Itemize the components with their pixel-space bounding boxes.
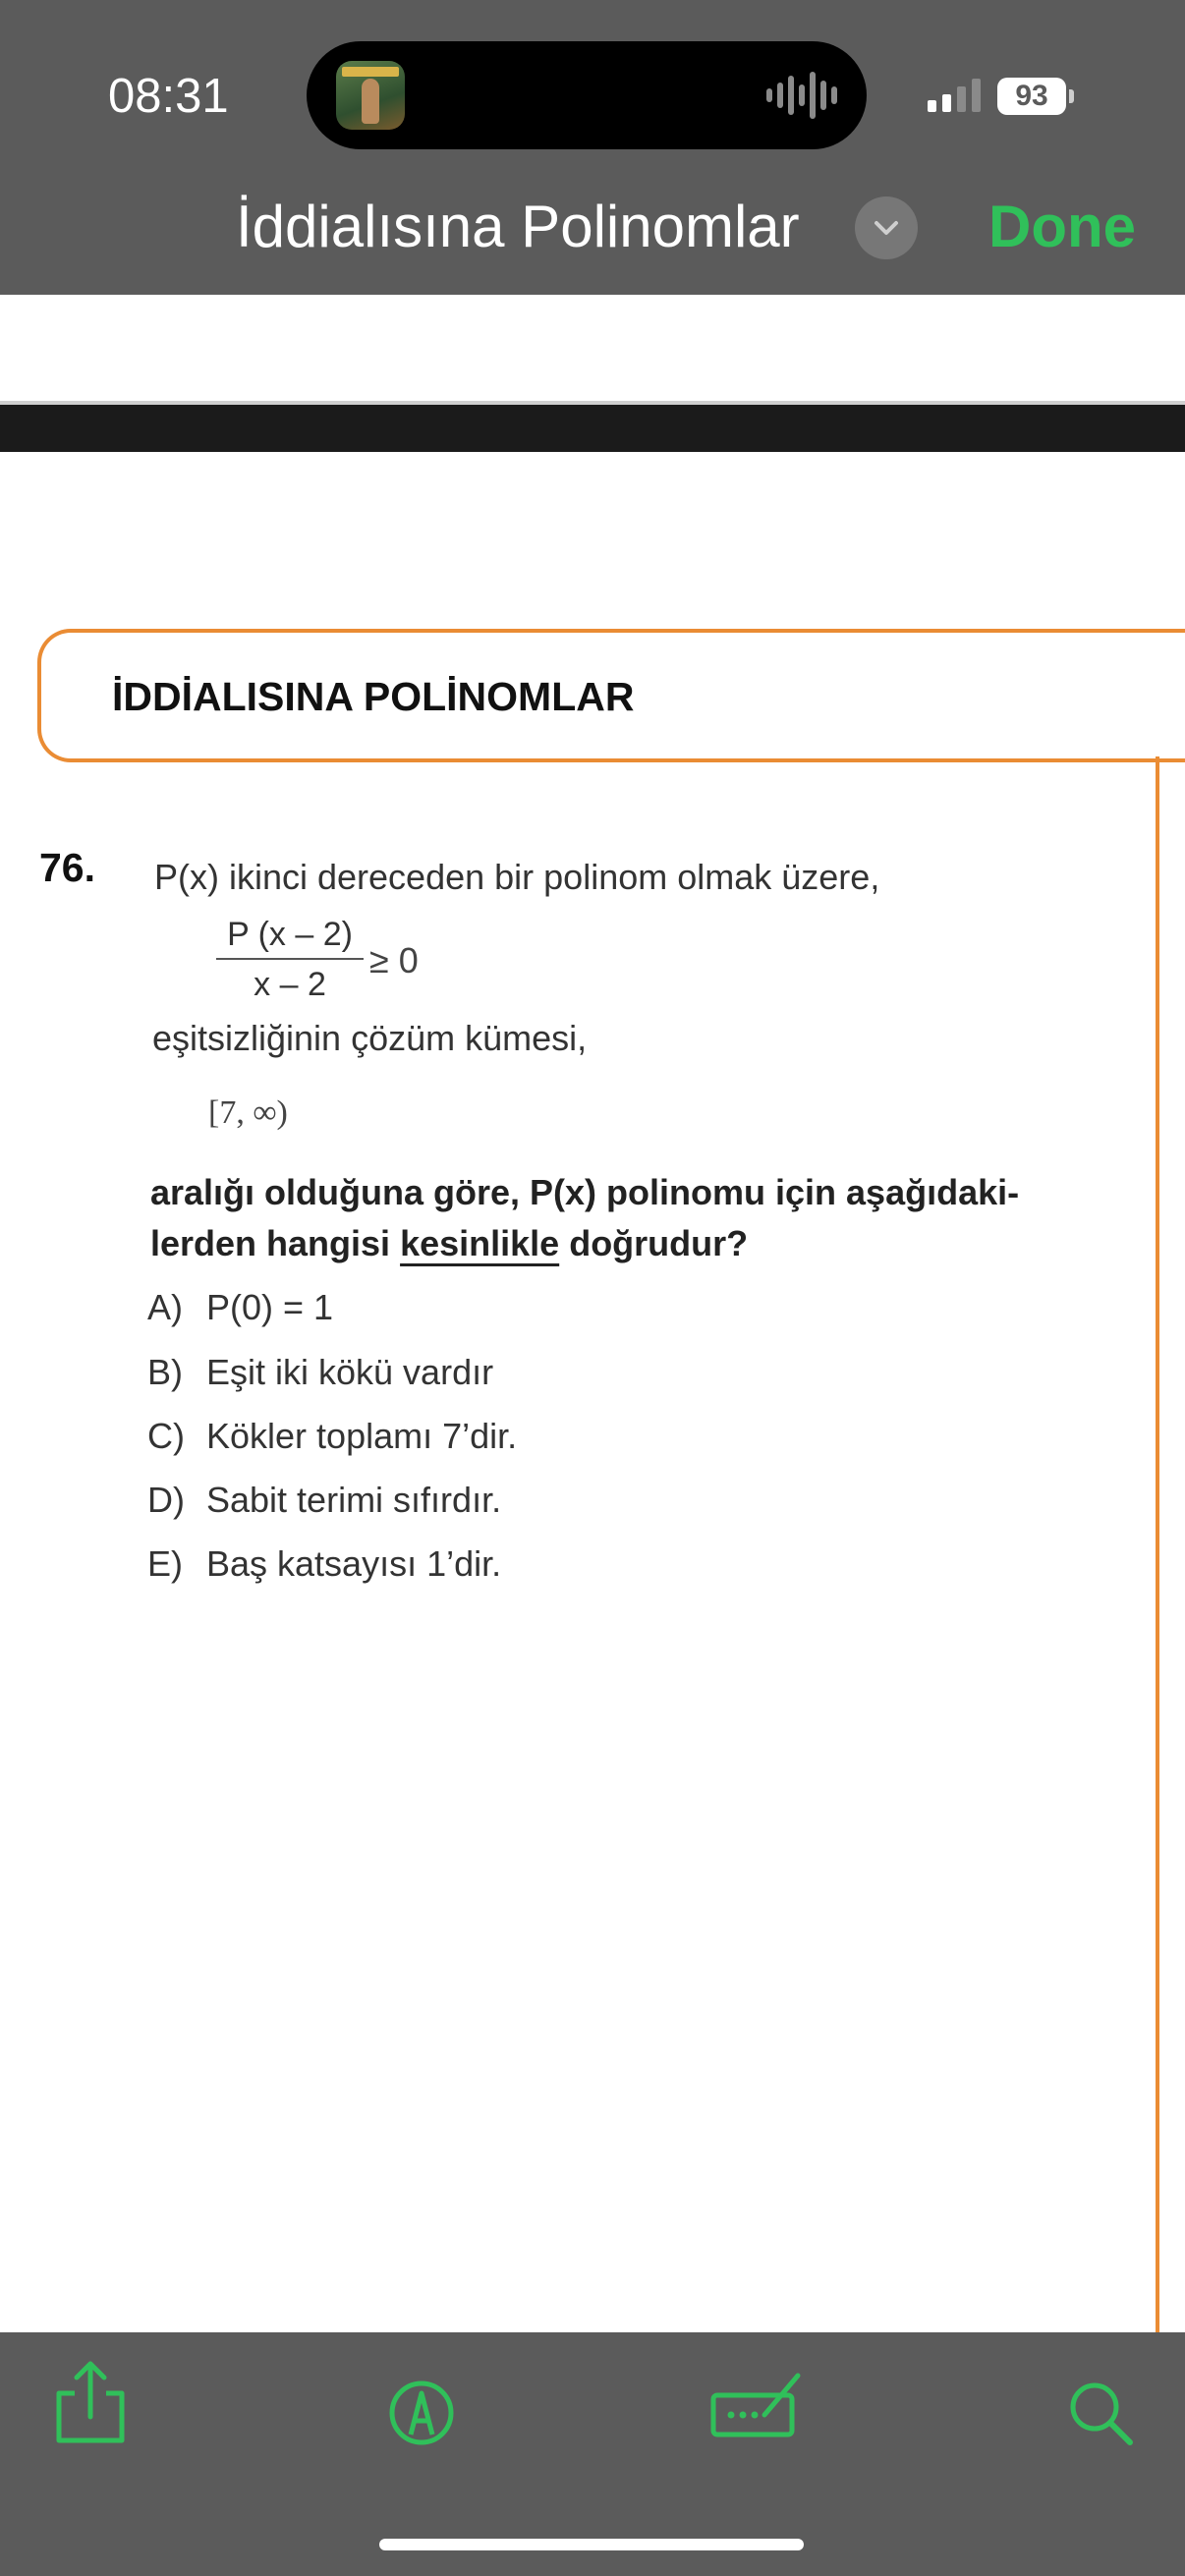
signal-icon: [928, 79, 981, 112]
markup-button[interactable]: [377, 2358, 466, 2446]
question-prompt-part2: doğrudur?: [569, 1223, 749, 1263]
chevron-down-icon: [873, 216, 900, 240]
share-icon: [45, 2358, 134, 2446]
question-prompt-part1: aralığı olduğuna göre, P(x) polinomu için aşağıdaki-lerden hangisi: [150, 1172, 1020, 1263]
option-text: Kökler toplamı 7’dir.: [206, 1416, 518, 1456]
option-text: Sabit terimi sıfırdır.: [206, 1480, 502, 1520]
search-icon: [1057, 2358, 1146, 2446]
signature-icon: [709, 2358, 808, 2446]
question-prompt: [150, 1167, 1094, 1269]
question-emphasis: kesinlikle: [400, 1223, 560, 1263]
status-time: 08:31: [108, 70, 229, 123]
fraction: [216, 916, 364, 1004]
battery-indicator: 93: [997, 78, 1066, 115]
question-line-2: eşitsizliğinin çözüm kümesi,: [152, 1018, 588, 1058]
page-border-line: [1156, 756, 1159, 2334]
solution-interval: [7, ∞): [208, 1094, 288, 1131]
option-d[interactable]: [147, 1480, 501, 1521]
dynamic-island[interactable]: [307, 41, 867, 149]
done-button[interactable]: Done: [988, 194, 1136, 259]
fraction-denominator: x – 2: [254, 966, 326, 1003]
share-button[interactable]: [45, 2358, 134, 2446]
title-menu-button[interactable]: [855, 196, 918, 259]
battery-tip: [1069, 89, 1074, 103]
home-indicator[interactable]: [379, 2539, 804, 2550]
option-text: Baş katsayısı 1’dir.: [206, 1543, 502, 1584]
signature-button[interactable]: [709, 2358, 808, 2446]
question-number: 76.: [39, 845, 95, 890]
fraction-numerator: P (x – 2): [216, 916, 364, 960]
document-title[interactable]: İddialısına Polinomlar: [236, 194, 800, 259]
page-separator: [0, 401, 1185, 452]
now-playing-artwork: [336, 61, 405, 130]
inequality-sign: ≥ 0: [369, 940, 419, 980]
option-a[interactable]: [147, 1287, 333, 1328]
option-text: Eşit iki kökü vardır: [206, 1352, 494, 1392]
audio-waveform-icon: [766, 71, 837, 120]
option-letter: D): [147, 1480, 185, 1520]
question-line-1: P(x) ikinci dereceden bir polinom olmak üzere,: [154, 857, 880, 897]
option-letter: C): [147, 1416, 185, 1456]
option-b[interactable]: [147, 1352, 493, 1393]
section-header-title: İDDİALISINA POLİNOMLAR: [112, 674, 635, 719]
search-button[interactable]: [1057, 2358, 1146, 2446]
option-letter: E): [147, 1543, 183, 1584]
option-letter: A): [147, 1287, 183, 1327]
option-letter: B): [147, 1352, 183, 1392]
option-text: P(0) = 1: [206, 1287, 334, 1327]
markup-icon: [377, 2358, 466, 2446]
option-e[interactable]: [147, 1543, 501, 1585]
option-c[interactable]: [147, 1416, 517, 1457]
